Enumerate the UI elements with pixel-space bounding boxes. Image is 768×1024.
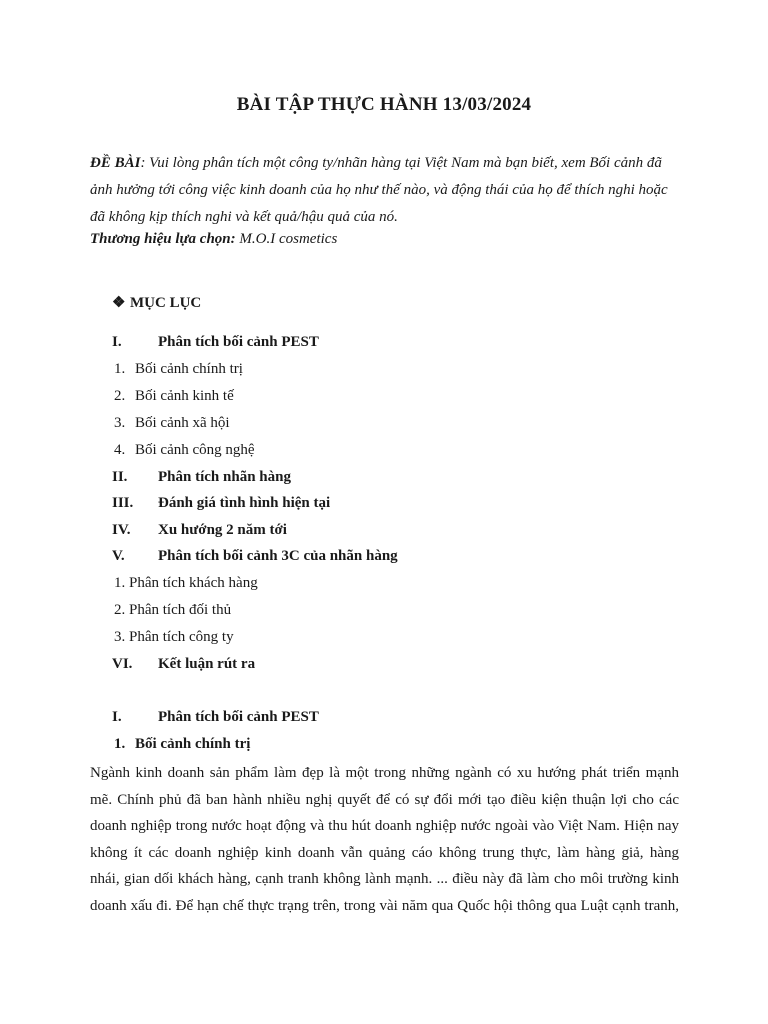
toc-item-text: Xu hướng 2 năm tới — [158, 522, 287, 538]
toc-item-text: Bối cảnh xã hội — [135, 415, 230, 431]
body-line: doanh nghiệp trong nước hoạt động và thu hút doanh nghiệp nước ngoài vào Việt Nam. Hiện nay — [90, 818, 679, 835]
toc-item-text: Bối cảnh chính trị — [135, 361, 243, 377]
toc-item-number: 3. — [114, 415, 126, 431]
toc-item-text: 3. Phân tích công ty — [114, 629, 234, 645]
toc-item-text: Phân tích bối cảnh PEST — [158, 334, 319, 350]
toc-item-text: Bối cảnh kinh tế — [135, 388, 234, 404]
body-line: không ít các doanh nghiệp kinh doanh vẫn quảng cáo không trung thực, làm hàng giả, hàng — [90, 844, 679, 861]
document-title: BÀI TẬP THỰC HÀNH 13/03/2024 — [236, 94, 532, 115]
subsection-title: Bối cảnh chính trị — [135, 736, 251, 752]
toc-item-text: Kết luận rút ra — [158, 656, 256, 672]
assignment-line-3: đã không kịp thích nghi và kết quả/hậu quả của nó. — [90, 209, 398, 225]
toc-item-text: 2. Phân tích đối thủ — [114, 602, 232, 618]
body-line: Ngành kinh doanh sản phẩm làm đẹp là một trong những ngành có xu hướng phát triển mạnh — [90, 765, 679, 781]
toc-item-number: 2. — [114, 388, 126, 404]
assignment-label: ĐỀ BÀI — [90, 155, 141, 171]
toc-item-text: Phân tích bối cảnh 3C của nhãn hàng — [158, 548, 398, 564]
toc-item-text: Bối cảnh công nghệ — [135, 442, 255, 458]
brand-choice — [90, 231, 337, 248]
diamond-bullet-icon: ❖ — [112, 295, 126, 311]
toc-item-number: II. — [112, 469, 128, 485]
body-paragraph — [90, 760, 679, 920]
assignment-line-2: ảnh hưởng tới công việc kinh doanh của họ như thế nào, và động thái của họ để thích nghi hoặc — [90, 182, 668, 198]
body-line: mẽ. Chính phủ đã ban hành nhiều nghị quyết để có sự đổi mới tạo điều kiện thuận lợi cho các — [90, 791, 679, 808]
toc-item-number: IV. — [112, 522, 131, 538]
toc-heading-text: MỤC LỤC — [130, 295, 202, 311]
body-line: nhái, gian dối khách hàng, cạnh tranh không lành mạnh. ... điều này đã làm cho môi trường kinh — [90, 871, 679, 888]
section-title: Phân tích bối cảnh PEST — [158, 709, 319, 725]
toc-item-text: Đánh giá tình hình hiện tại — [158, 495, 331, 511]
toc-item-text: 1. Phân tích khách hàng — [114, 575, 258, 591]
brand-value: M.O.I cosmetics — [235, 231, 338, 247]
assignment-prompt — [90, 150, 690, 231]
toc-item-number: V. — [112, 548, 125, 564]
toc-item-number: VI. — [112, 656, 133, 672]
toc-item — [114, 575, 258, 592]
toc-item-number: III. — [112, 495, 134, 511]
assignment-line-1: ĐỀ BÀI: Vui lòng phân tích một công ty/nhãn hàng tại Việt Nam mà bạn biết, xem Bối cảnh đã — [90, 155, 662, 171]
subsection-number: 1. — [114, 736, 126, 752]
toc-item-number: 4. — [114, 442, 126, 458]
toc-item-text: Phân tích nhãn hàng — [158, 469, 291, 485]
brand-label: Thương hiệu lựa chọn: — [90, 231, 236, 247]
toc-item — [114, 629, 234, 646]
toc-item-number: 1. — [114, 361, 126, 377]
body-line: doanh xấu đi. Để hạn chế thực trạng trên, trong vài năm qua Quốc hội thông qua Luật cạnh tranh, — [90, 897, 679, 914]
section-number: I. — [112, 709, 122, 725]
toc-item-number: I. — [112, 334, 122, 350]
toc-heading — [112, 293, 201, 312]
toc-item — [114, 602, 231, 619]
